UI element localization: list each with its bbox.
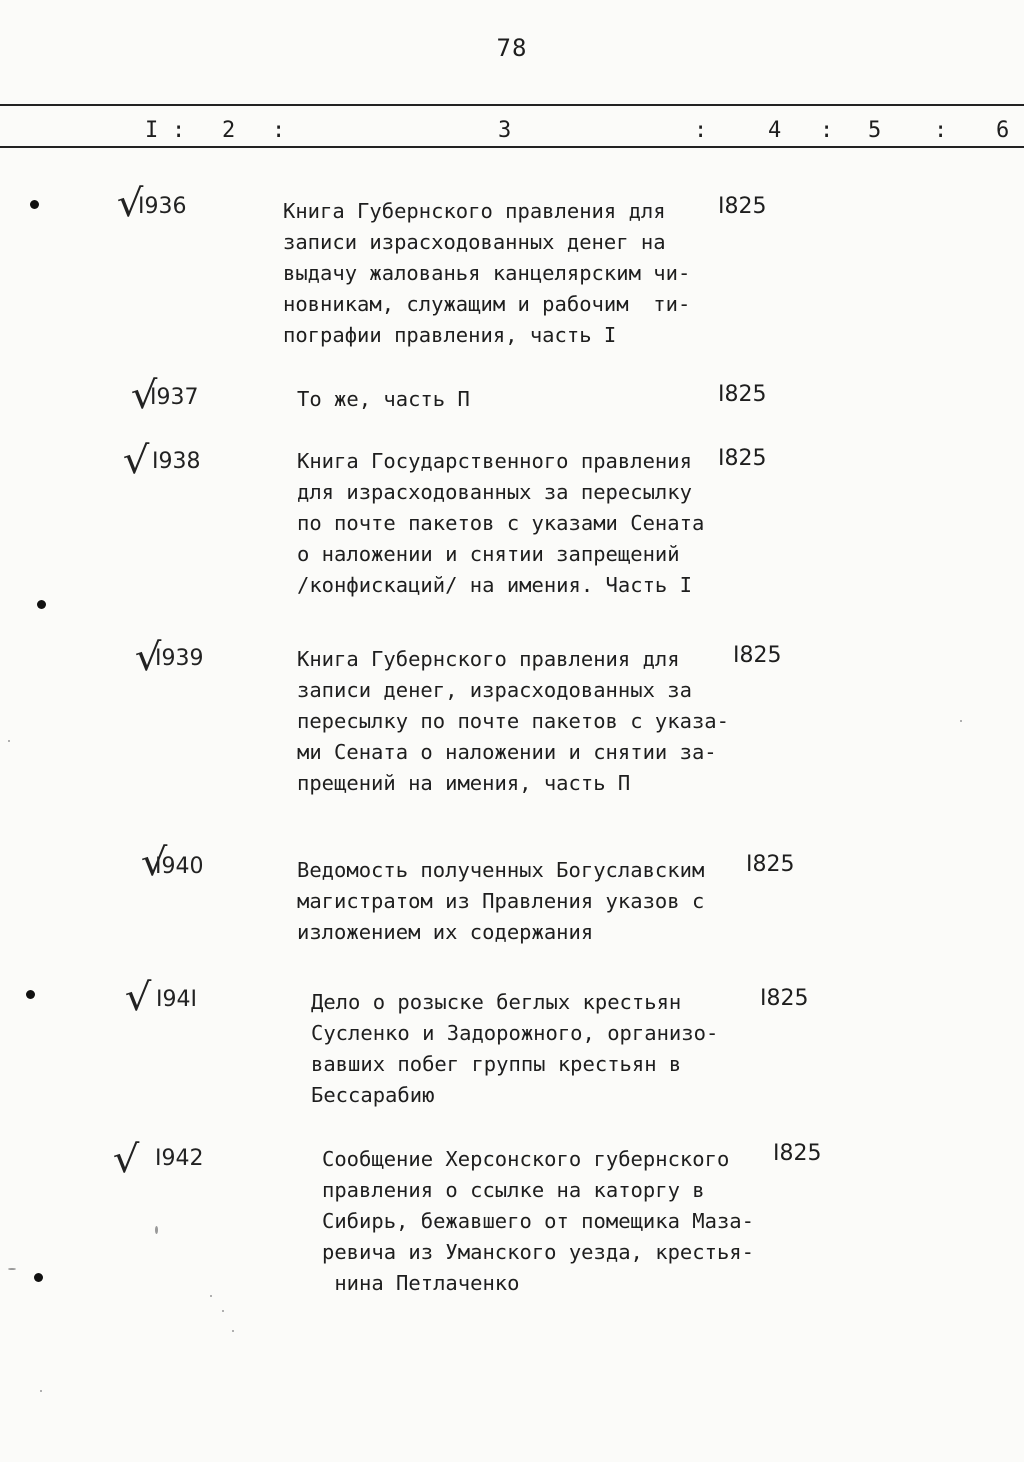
entry-description-line: правления о ссылке на каторгу в	[322, 1178, 705, 1202]
entry-year: I825	[773, 1141, 822, 1166]
entry-number: I94I	[156, 987, 197, 1012]
header-rule-bottom	[0, 146, 1024, 148]
entry-description-line: ми Сената о наложении и снятии за-	[297, 740, 717, 764]
check-mark: √	[116, 181, 144, 225]
scan-speck	[960, 720, 962, 722]
check-mark: √	[140, 840, 168, 884]
scan-speck	[40, 1390, 42, 1392]
column-header-1: I	[145, 118, 159, 143]
scan-speck	[8, 1268, 16, 1270]
entry-description-line: о наложении и снятии запрещений	[297, 542, 680, 566]
entry-description-line: пографии правления, часть I	[283, 323, 617, 347]
column-separator: :	[694, 118, 708, 143]
entry-description-line: пересылку по почте пакетов с указа-	[297, 709, 729, 733]
entry-description-line: Бессарабию	[311, 1083, 435, 1107]
column-separator: :	[172, 118, 186, 143]
header-rule-top	[0, 104, 1024, 106]
margin-dot	[26, 990, 35, 999]
entry-description-line: магистратом из Правления указов с	[297, 889, 705, 913]
check-mark: √	[134, 635, 162, 679]
entry-description-line: вавших побег группы крестьян в	[311, 1052, 682, 1076]
entry-number: I942	[155, 1146, 204, 1171]
entry-description-line: ревича из Уманского уезда, крестья-	[322, 1240, 754, 1264]
entry-description-line: изложением их содержания	[297, 920, 594, 944]
entry-description-line: нина Петлаченко	[322, 1271, 520, 1295]
scan-speck	[222, 1310, 224, 1312]
column-header-2: 2	[222, 118, 236, 143]
entry-number: I940	[155, 854, 204, 879]
entry-number: I936	[138, 194, 187, 219]
check-mark: √	[124, 975, 152, 1019]
entry-year: I825	[718, 446, 767, 471]
entry-description-line: Сообщение Херсонского губернского	[322, 1147, 730, 1171]
entry-description-line: по почте пакетов с указами Сената	[297, 511, 705, 535]
column-separator: :	[934, 118, 948, 143]
scan-speck	[210, 1295, 212, 1297]
entry-description-line: записи израсходованных денег на	[283, 230, 666, 254]
entry-description-line: новникам, служащим и рабочим ти-	[283, 292, 691, 316]
scan-speck	[8, 740, 10, 742]
page-number: 78	[496, 34, 528, 62]
entry-number: I939	[155, 646, 204, 671]
column-separator: :	[820, 118, 834, 143]
entry-description-line: для израсходованных за пересылку	[297, 480, 692, 504]
entry-description-line: прещений на имения, часть П	[297, 771, 631, 795]
entry-description-line: Книга Государственного правления	[297, 449, 692, 473]
entry-description-line: Сусленко и Задорожного, организо-	[311, 1021, 719, 1045]
entry-year: I825	[718, 194, 767, 219]
check-mark: √	[112, 1137, 140, 1181]
entry-description-line: Дело о розыске беглых крестьян	[311, 990, 682, 1014]
entry-number: I937	[150, 385, 199, 410]
margin-dot	[34, 1273, 43, 1282]
check-mark: √	[130, 373, 158, 417]
entry-description-line: выдачу жалованья канцелярским чи-	[283, 261, 691, 285]
entry-year: I825	[746, 852, 795, 877]
margin-dot	[30, 200, 39, 209]
entry-description-line: Книга Губернского правления для	[297, 647, 680, 671]
entry-number: I938	[152, 449, 201, 474]
scan-speck	[232, 1330, 234, 1332]
margin-dot	[37, 600, 46, 609]
entry-description-line: Сибирь, бежавшего от помещика Маза-	[322, 1209, 754, 1233]
check-mark: √	[122, 438, 150, 482]
entry-description-line: То же, часть П	[297, 387, 470, 411]
column-header-5: 5	[868, 118, 882, 143]
column-header-6: 6	[996, 118, 1010, 143]
entry-description-line: /конфискаций/ на имения. Часть I	[297, 573, 692, 597]
entry-year: I825	[760, 986, 809, 1011]
entry-year: I825	[733, 643, 782, 668]
entry-year: I825	[718, 382, 767, 407]
entry-description-line: Книга Губернского правления для	[283, 199, 666, 223]
column-separator: :	[272, 118, 286, 143]
scan-speck	[155, 1226, 158, 1234]
entry-description-line: Ведомость полученных Богуславским	[297, 858, 705, 882]
column-header-4: 4	[768, 118, 782, 143]
entry-description-line: записи денег, израсходованных за	[297, 678, 692, 702]
column-header-3: 3	[498, 118, 512, 143]
